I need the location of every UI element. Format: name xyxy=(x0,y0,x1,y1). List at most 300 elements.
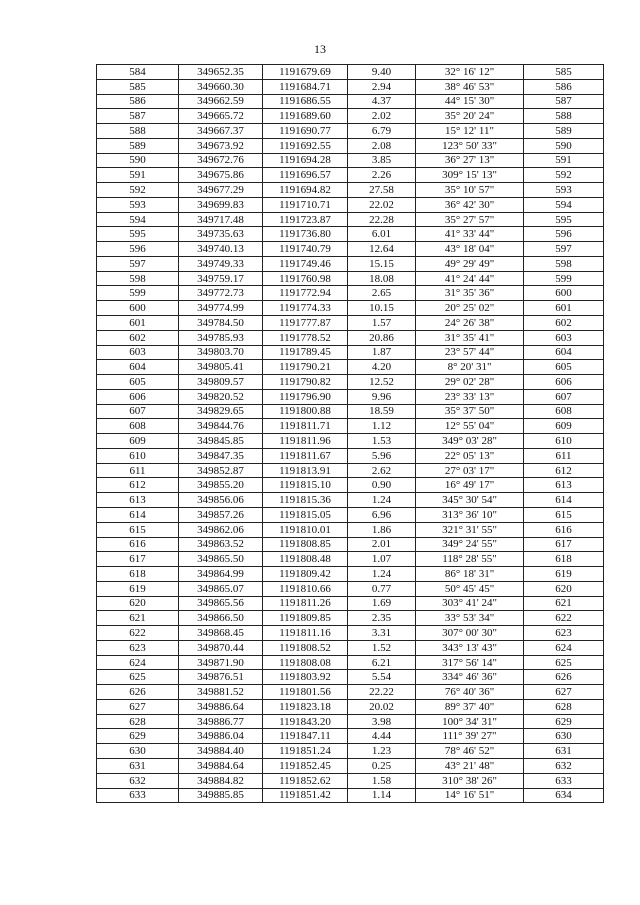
bearing-cell: 303° 41' 24" xyxy=(416,596,524,611)
distance-cell: 1.07 xyxy=(348,552,416,567)
point-number-cell: 619 xyxy=(97,581,179,596)
next-point-number-cell: 627 xyxy=(524,685,604,700)
next-point-number-cell: 586 xyxy=(524,79,604,94)
x-coordinate-cell: 349881.52 xyxy=(179,685,263,700)
point-number-cell: 600 xyxy=(97,301,179,316)
x-coordinate-cell: 349868.45 xyxy=(179,626,263,641)
point-number-cell: 594 xyxy=(97,212,179,227)
next-point-number-cell: 617 xyxy=(524,537,604,552)
table-row xyxy=(97,138,604,153)
point-number-cell: 621 xyxy=(97,611,179,626)
bearing-cell: 32° 16' 12" xyxy=(416,65,524,80)
bearing-cell: 35° 20' 24" xyxy=(416,109,524,124)
point-number-cell: 625 xyxy=(97,670,179,685)
bearing-cell: 16° 49' 17" xyxy=(416,478,524,493)
bearing-cell: 31° 35' 36" xyxy=(416,286,524,301)
bearing-cell: 86° 18' 31" xyxy=(416,567,524,582)
table-row xyxy=(97,655,604,670)
x-coordinate-cell: 349717.48 xyxy=(179,212,263,227)
bearing-cell: 20° 25' 02" xyxy=(416,301,524,316)
bearing-cell: 36° 42' 30" xyxy=(416,197,524,212)
next-point-number-cell: 611 xyxy=(524,448,604,463)
y-coordinate-cell: 1191749.46 xyxy=(263,256,348,271)
y-coordinate-cell: 1191815.36 xyxy=(263,493,348,508)
bearing-cell: 349° 24' 55" xyxy=(416,537,524,552)
y-coordinate-cell: 1191808.08 xyxy=(263,655,348,670)
table-row xyxy=(97,463,604,478)
point-number-cell: 604 xyxy=(97,360,179,375)
table-row xyxy=(97,744,604,759)
x-coordinate-cell: 349699.83 xyxy=(179,197,263,212)
bearing-cell: 23° 57' 44" xyxy=(416,345,524,360)
distance-cell: 2.65 xyxy=(348,286,416,301)
next-point-number-cell: 591 xyxy=(524,153,604,168)
bearing-cell: 38° 46' 53" xyxy=(416,79,524,94)
next-point-number-cell: 592 xyxy=(524,168,604,183)
table-row xyxy=(97,567,604,582)
point-number-cell: 613 xyxy=(97,493,179,508)
y-coordinate-cell: 1191823.18 xyxy=(263,699,348,714)
table-row xyxy=(97,626,604,641)
point-number-cell: 626 xyxy=(97,685,179,700)
x-coordinate-cell: 349785.93 xyxy=(179,330,263,345)
point-number-cell: 605 xyxy=(97,375,179,390)
y-coordinate-cell: 1191740.79 xyxy=(263,242,348,257)
point-number-cell: 609 xyxy=(97,434,179,449)
distance-cell: 15.15 xyxy=(348,256,416,271)
distance-cell: 20.86 xyxy=(348,330,416,345)
next-point-number-cell: 608 xyxy=(524,404,604,419)
bearing-cell: 15° 12' 11" xyxy=(416,124,524,139)
point-number-cell: 616 xyxy=(97,537,179,552)
bearing-cell: 31° 35' 41" xyxy=(416,330,524,345)
distance-cell: 1.58 xyxy=(348,773,416,788)
distance-cell: 1.57 xyxy=(348,316,416,331)
bearing-cell: 12° 55' 04" xyxy=(416,419,524,434)
point-number-cell: 624 xyxy=(97,655,179,670)
y-coordinate-cell: 1191815.10 xyxy=(263,478,348,493)
distance-cell: 27.58 xyxy=(348,183,416,198)
distance-cell: 1.24 xyxy=(348,567,416,582)
x-coordinate-cell: 349870.44 xyxy=(179,640,263,655)
x-coordinate-cell: 349857.26 xyxy=(179,507,263,522)
point-number-cell: 615 xyxy=(97,522,179,537)
next-point-number-cell: 609 xyxy=(524,419,604,434)
table-row xyxy=(97,434,604,449)
bearing-cell: 317° 56' 14" xyxy=(416,655,524,670)
next-point-number-cell: 621 xyxy=(524,596,604,611)
distance-cell: 1.23 xyxy=(348,744,416,759)
next-point-number-cell: 610 xyxy=(524,434,604,449)
distance-cell: 1.86 xyxy=(348,522,416,537)
bearing-cell: 307° 00' 30" xyxy=(416,626,524,641)
distance-cell: 1.14 xyxy=(348,788,416,803)
point-number-cell: 620 xyxy=(97,596,179,611)
bearing-cell: 36° 27' 13" xyxy=(416,153,524,168)
distance-cell: 0.77 xyxy=(348,581,416,596)
x-coordinate-cell: 349667.37 xyxy=(179,124,263,139)
table-row xyxy=(97,153,604,168)
distance-cell: 0.90 xyxy=(348,478,416,493)
bearing-cell: 78° 46' 52" xyxy=(416,744,524,759)
next-point-number-cell: 595 xyxy=(524,212,604,227)
point-number-cell: 607 xyxy=(97,404,179,419)
table-row xyxy=(97,714,604,729)
bearing-cell: 343° 13' 43" xyxy=(416,640,524,655)
x-coordinate-cell: 349886.64 xyxy=(179,699,263,714)
x-coordinate-cell: 349864.99 xyxy=(179,567,263,582)
next-point-number-cell: 606 xyxy=(524,375,604,390)
distance-cell: 10.15 xyxy=(348,301,416,316)
bearing-cell: 33° 53' 34" xyxy=(416,611,524,626)
next-point-number-cell: 587 xyxy=(524,94,604,109)
distance-cell: 1.24 xyxy=(348,493,416,508)
bearing-cell: 24° 26' 38" xyxy=(416,316,524,331)
distance-cell: 4.44 xyxy=(348,729,416,744)
x-coordinate-cell: 349862.06 xyxy=(179,522,263,537)
table-row xyxy=(97,124,604,139)
table-row xyxy=(97,758,604,773)
next-point-number-cell: 612 xyxy=(524,463,604,478)
distance-cell: 1.87 xyxy=(348,345,416,360)
next-point-number-cell: 590 xyxy=(524,138,604,153)
x-coordinate-cell: 349852.87 xyxy=(179,463,263,478)
distance-cell: 6.79 xyxy=(348,124,416,139)
bearing-cell: 111° 39' 27" xyxy=(416,729,524,744)
bearing-cell: 35° 10' 57" xyxy=(416,183,524,198)
next-point-number-cell: 602 xyxy=(524,316,604,331)
next-point-number-cell: 585 xyxy=(524,65,604,80)
next-point-number-cell: 614 xyxy=(524,493,604,508)
x-coordinate-cell: 349759.17 xyxy=(179,271,263,286)
y-coordinate-cell: 1191796.90 xyxy=(263,389,348,404)
x-coordinate-cell: 349886.77 xyxy=(179,714,263,729)
bearing-cell: 44° 15' 30" xyxy=(416,94,524,109)
distance-cell: 3.98 xyxy=(348,714,416,729)
x-coordinate-cell: 349772.73 xyxy=(179,286,263,301)
y-coordinate-cell: 1191736.80 xyxy=(263,227,348,242)
next-point-number-cell: 622 xyxy=(524,611,604,626)
next-point-number-cell: 620 xyxy=(524,581,604,596)
y-coordinate-cell: 1191710.71 xyxy=(263,197,348,212)
next-point-number-cell: 623 xyxy=(524,626,604,641)
table-row xyxy=(97,330,604,345)
x-coordinate-cell: 349805.41 xyxy=(179,360,263,375)
y-coordinate-cell: 1191778.52 xyxy=(263,330,348,345)
x-coordinate-cell: 349660.30 xyxy=(179,79,263,94)
next-point-number-cell: 616 xyxy=(524,522,604,537)
x-coordinate-cell: 349844.76 xyxy=(179,419,263,434)
y-coordinate-cell: 1191852.62 xyxy=(263,773,348,788)
x-coordinate-cell: 349735.63 xyxy=(179,227,263,242)
x-coordinate-cell: 349784.50 xyxy=(179,316,263,331)
x-coordinate-cell: 349884.82 xyxy=(179,773,263,788)
next-point-number-cell: 632 xyxy=(524,758,604,773)
table-row xyxy=(97,507,604,522)
point-number-cell: 601 xyxy=(97,316,179,331)
table-row xyxy=(97,552,604,567)
next-point-number-cell: 600 xyxy=(524,286,604,301)
next-point-number-cell: 598 xyxy=(524,256,604,271)
bearing-cell: 14° 16' 51" xyxy=(416,788,524,803)
point-number-cell: 585 xyxy=(97,79,179,94)
point-number-cell: 618 xyxy=(97,567,179,582)
point-number-cell: 588 xyxy=(97,124,179,139)
y-coordinate-cell: 1191809.85 xyxy=(263,611,348,626)
bearing-cell: 35° 27' 57" xyxy=(416,212,524,227)
point-number-cell: 587 xyxy=(97,109,179,124)
bearing-cell: 345° 30' 54" xyxy=(416,493,524,508)
table-row xyxy=(97,670,604,685)
y-coordinate-cell: 1191808.85 xyxy=(263,537,348,552)
point-number-cell: 593 xyxy=(97,197,179,212)
point-number-cell: 617 xyxy=(97,552,179,567)
y-coordinate-cell: 1191694.28 xyxy=(263,153,348,168)
point-number-cell: 612 xyxy=(97,478,179,493)
table-row xyxy=(97,301,604,316)
distance-cell: 5.54 xyxy=(348,670,416,685)
bearing-cell: 100° 34' 31" xyxy=(416,714,524,729)
table-row xyxy=(97,256,604,271)
distance-cell: 1.53 xyxy=(348,434,416,449)
bearing-cell: 309° 15' 13" xyxy=(416,168,524,183)
x-coordinate-cell: 349803.70 xyxy=(179,345,263,360)
x-coordinate-cell: 349662.59 xyxy=(179,94,263,109)
bearing-cell: 313° 36' 10" xyxy=(416,507,524,522)
table-row xyxy=(97,493,604,508)
next-point-number-cell: 613 xyxy=(524,478,604,493)
y-coordinate-cell: 1191679.69 xyxy=(263,65,348,80)
y-coordinate-cell: 1191696.57 xyxy=(263,168,348,183)
x-coordinate-cell: 349749.33 xyxy=(179,256,263,271)
next-point-number-cell: 593 xyxy=(524,183,604,198)
next-point-number-cell: 626 xyxy=(524,670,604,685)
next-point-number-cell: 605 xyxy=(524,360,604,375)
bearing-cell: 43° 21' 48" xyxy=(416,758,524,773)
y-coordinate-cell: 1191790.21 xyxy=(263,360,348,375)
bearing-cell: 8° 20' 31" xyxy=(416,360,524,375)
x-coordinate-cell: 349865.50 xyxy=(179,552,263,567)
next-point-number-cell: 630 xyxy=(524,729,604,744)
distance-cell: 12.64 xyxy=(348,242,416,257)
next-point-number-cell: 631 xyxy=(524,744,604,759)
point-number-cell: 596 xyxy=(97,242,179,257)
table-row xyxy=(97,596,604,611)
distance-cell: 2.62 xyxy=(348,463,416,478)
next-point-number-cell: 633 xyxy=(524,773,604,788)
next-point-number-cell: 629 xyxy=(524,714,604,729)
y-coordinate-cell: 1191790.82 xyxy=(263,375,348,390)
y-coordinate-cell: 1191813.91 xyxy=(263,463,348,478)
x-coordinate-cell: 349871.90 xyxy=(179,655,263,670)
y-coordinate-cell: 1191847.11 xyxy=(263,729,348,744)
distance-cell: 22.02 xyxy=(348,197,416,212)
x-coordinate-cell: 349809.57 xyxy=(179,375,263,390)
x-coordinate-cell: 349884.64 xyxy=(179,758,263,773)
table-row xyxy=(97,65,604,80)
distance-cell: 2.94 xyxy=(348,79,416,94)
x-coordinate-cell: 349856.06 xyxy=(179,493,263,508)
table-row xyxy=(97,404,604,419)
next-point-number-cell: 628 xyxy=(524,699,604,714)
table-row xyxy=(97,227,604,242)
next-point-number-cell: 599 xyxy=(524,271,604,286)
point-number-cell: 590 xyxy=(97,153,179,168)
distance-cell: 1.12 xyxy=(348,419,416,434)
y-coordinate-cell: 1191815.05 xyxy=(263,507,348,522)
point-number-cell: 602 xyxy=(97,330,179,345)
bearing-cell: 49° 29' 49" xyxy=(416,256,524,271)
x-coordinate-cell: 349829.65 xyxy=(179,404,263,419)
x-coordinate-cell: 349665.72 xyxy=(179,109,263,124)
next-point-number-cell: 603 xyxy=(524,330,604,345)
x-coordinate-cell: 349863.52 xyxy=(179,537,263,552)
distance-cell: 6.21 xyxy=(348,655,416,670)
y-coordinate-cell: 1191811.96 xyxy=(263,434,348,449)
x-coordinate-cell: 349820.52 xyxy=(179,389,263,404)
point-number-cell: 584 xyxy=(97,65,179,80)
page-number: 13 xyxy=(314,42,326,56)
y-coordinate-cell: 1191801.56 xyxy=(263,685,348,700)
y-coordinate-cell: 1191789.45 xyxy=(263,345,348,360)
bearing-cell: 41° 24' 44" xyxy=(416,271,524,286)
point-number-cell: 633 xyxy=(97,788,179,803)
x-coordinate-cell: 349845.85 xyxy=(179,434,263,449)
distance-cell: 6.96 xyxy=(348,507,416,522)
bearing-cell: 35° 37' 50" xyxy=(416,404,524,419)
table-row xyxy=(97,197,604,212)
x-coordinate-cell: 349652.35 xyxy=(179,65,263,80)
x-coordinate-cell: 349885.85 xyxy=(179,788,263,803)
y-coordinate-cell: 1191777.87 xyxy=(263,316,348,331)
distance-cell: 2.35 xyxy=(348,611,416,626)
y-coordinate-cell: 1191852.45 xyxy=(263,758,348,773)
x-coordinate-cell: 349866.50 xyxy=(179,611,263,626)
bearing-cell: 76° 40' 36" xyxy=(416,685,524,700)
table-row xyxy=(97,286,604,301)
distance-cell: 2.01 xyxy=(348,537,416,552)
next-point-number-cell: 604 xyxy=(524,345,604,360)
distance-cell: 1.69 xyxy=(348,596,416,611)
bearing-cell: 23° 33' 13" xyxy=(416,389,524,404)
point-number-cell: 597 xyxy=(97,256,179,271)
x-coordinate-cell: 349876.51 xyxy=(179,670,263,685)
bearing-cell: 118° 28' 55" xyxy=(416,552,524,567)
x-coordinate-cell: 349675.86 xyxy=(179,168,263,183)
distance-cell: 2.08 xyxy=(348,138,416,153)
point-number-cell: 598 xyxy=(97,271,179,286)
bearing-cell: 334° 46' 36" xyxy=(416,670,524,685)
bearing-cell: 123° 50' 33" xyxy=(416,138,524,153)
x-coordinate-cell: 349774.99 xyxy=(179,301,263,316)
y-coordinate-cell: 1191811.67 xyxy=(263,448,348,463)
table-row xyxy=(97,611,604,626)
bearing-cell: 41° 33' 44" xyxy=(416,227,524,242)
distance-cell: 4.37 xyxy=(348,94,416,109)
next-point-number-cell: 597 xyxy=(524,242,604,257)
distance-cell: 18.08 xyxy=(348,271,416,286)
table-row xyxy=(97,537,604,552)
table-row xyxy=(97,109,604,124)
y-coordinate-cell: 1191810.66 xyxy=(263,581,348,596)
table-row xyxy=(97,212,604,227)
next-point-number-cell: 615 xyxy=(524,507,604,522)
bearing-cell: 50° 45' 45" xyxy=(416,581,524,596)
y-coordinate-cell: 1191686.55 xyxy=(263,94,348,109)
distance-cell: 9.40 xyxy=(348,65,416,80)
point-number-cell: 622 xyxy=(97,626,179,641)
distance-cell: 6.01 xyxy=(348,227,416,242)
y-coordinate-cell: 1191800.88 xyxy=(263,404,348,419)
bearing-cell: 89° 37' 40" xyxy=(416,699,524,714)
next-point-number-cell: 634 xyxy=(524,788,604,803)
y-coordinate-cell: 1191694.82 xyxy=(263,183,348,198)
bearing-cell: 321° 31' 55" xyxy=(416,522,524,537)
table-body xyxy=(97,65,604,803)
table-row xyxy=(97,773,604,788)
table-row xyxy=(97,729,604,744)
table-row xyxy=(97,345,604,360)
table-row xyxy=(97,478,604,493)
bearing-cell: 43° 18' 04" xyxy=(416,242,524,257)
table-row xyxy=(97,699,604,714)
point-number-cell: 595 xyxy=(97,227,179,242)
y-coordinate-cell: 1191811.71 xyxy=(263,419,348,434)
table-row xyxy=(97,448,604,463)
point-number-cell: 591 xyxy=(97,168,179,183)
bearing-cell: 29° 02' 28" xyxy=(416,375,524,390)
point-number-cell: 589 xyxy=(97,138,179,153)
y-coordinate-cell: 1191811.26 xyxy=(263,596,348,611)
y-coordinate-cell: 1191808.48 xyxy=(263,552,348,567)
point-number-cell: 629 xyxy=(97,729,179,744)
x-coordinate-cell: 349855.20 xyxy=(179,478,263,493)
point-number-cell: 623 xyxy=(97,640,179,655)
table-row xyxy=(97,316,604,331)
distance-cell: 0.25 xyxy=(348,758,416,773)
y-coordinate-cell: 1191690.77 xyxy=(263,124,348,139)
next-point-number-cell: 596 xyxy=(524,227,604,242)
y-coordinate-cell: 1191803.92 xyxy=(263,670,348,685)
next-point-number-cell: 589 xyxy=(524,124,604,139)
y-coordinate-cell: 1191689.60 xyxy=(263,109,348,124)
table-row xyxy=(97,788,604,803)
next-point-number-cell: 618 xyxy=(524,552,604,567)
y-coordinate-cell: 1191843.20 xyxy=(263,714,348,729)
y-coordinate-cell: 1191760.98 xyxy=(263,271,348,286)
table-row xyxy=(97,522,604,537)
point-number-cell: 586 xyxy=(97,94,179,109)
y-coordinate-cell: 1191810.01 xyxy=(263,522,348,537)
point-number-cell: 614 xyxy=(97,507,179,522)
table-row xyxy=(97,685,604,700)
table-row xyxy=(97,389,604,404)
point-number-cell: 630 xyxy=(97,744,179,759)
point-number-cell: 608 xyxy=(97,419,179,434)
bearing-cell: 22° 05' 13" xyxy=(416,448,524,463)
next-point-number-cell: 588 xyxy=(524,109,604,124)
x-coordinate-cell: 349865.07 xyxy=(179,581,263,596)
table-row xyxy=(97,419,604,434)
table-row xyxy=(97,271,604,286)
x-coordinate-cell: 349847.35 xyxy=(179,448,263,463)
y-coordinate-cell: 1191811.16 xyxy=(263,626,348,641)
distance-cell: 2.02 xyxy=(348,109,416,124)
x-coordinate-cell: 349886.04 xyxy=(179,729,263,744)
bearing-cell: 349° 03' 28" xyxy=(416,434,524,449)
next-point-number-cell: 601 xyxy=(524,301,604,316)
y-coordinate-cell: 1191809.42 xyxy=(263,567,348,582)
